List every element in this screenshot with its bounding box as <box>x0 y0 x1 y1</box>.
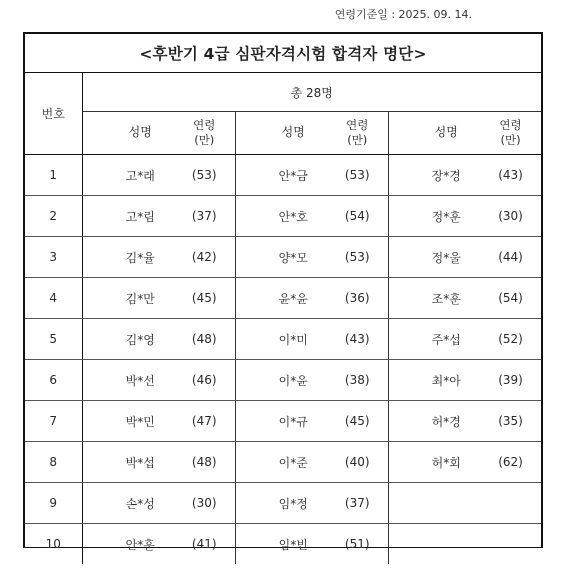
row-number: 5 <box>25 319 82 360</box>
passer-age: (52) <box>490 319 541 360</box>
passers-table <box>25 73 541 564</box>
passer-age: (45) <box>184 278 235 319</box>
table-row <box>25 401 541 442</box>
name-column-header: 성명 <box>388 112 490 155</box>
passer-name: 손*성 <box>82 483 184 524</box>
header-row-total <box>25 73 541 112</box>
passer-age: (54) <box>337 196 388 237</box>
passer-age: (37) <box>337 483 388 524</box>
passer-name: 김*영 <box>82 319 184 360</box>
row-number: 10 <box>25 524 82 565</box>
header-row-columns <box>25 112 541 155</box>
passer-age: (38) <box>337 360 388 401</box>
passer-age: (30) <box>490 196 541 237</box>
reference-date-note: 연령기준일 : 2025. 09. 14. <box>334 8 472 21</box>
passer-name: 박*섭 <box>82 442 184 483</box>
passer-name: 안*호 <box>235 196 337 237</box>
passer-name: 이*미 <box>235 319 337 360</box>
row-number: 7 <box>25 401 82 442</box>
passer-name: 허*경 <box>388 401 490 442</box>
row-number: 4 <box>25 278 82 319</box>
table-row <box>25 155 541 196</box>
passer-age: (48) <box>184 319 235 360</box>
passer-name: 이*윤 <box>235 360 337 401</box>
passer-name: 최*아 <box>388 360 490 401</box>
passer-name: 안*훈 <box>125 537 155 552</box>
passer-name: 고*림 <box>82 196 184 237</box>
passer-age: (47) <box>184 401 235 442</box>
table-row <box>25 278 541 319</box>
passer-name: 주*섭 <box>388 319 490 360</box>
passer-name <box>388 524 490 565</box>
passer-name <box>388 483 490 524</box>
passer-name: 안*금 <box>235 155 337 196</box>
number-column-header: 번호 <box>25 73 82 155</box>
passer-name: 박*선 <box>82 360 184 401</box>
passer-name: 박*민 <box>82 401 184 442</box>
passer-age <box>490 483 541 524</box>
row-number: 6 <box>25 360 82 401</box>
age-column-header: 연령 (만) <box>490 112 541 155</box>
passer-age: (62) <box>490 442 541 483</box>
table-row <box>25 442 541 483</box>
passer-name: 김*만 <box>82 278 184 319</box>
passer-age: (48) <box>184 442 235 483</box>
passer-age: (37) <box>184 196 235 237</box>
passer-name: 허*회 <box>388 442 490 483</box>
passer-name: 김*율 <box>82 237 184 278</box>
table-row <box>25 319 541 360</box>
row-number: 3 <box>25 237 82 278</box>
passer-age: (30) <box>184 483 235 524</box>
age-column-header: 연령 (만) <box>337 112 388 155</box>
passer-age: (39) <box>490 360 541 401</box>
passer-age <box>490 524 541 565</box>
passer-age: (43) <box>490 155 541 196</box>
passer-age: (53) <box>337 155 388 196</box>
passer-name: 조*훈 <box>388 278 490 319</box>
name-column-header: 성명 <box>235 112 337 155</box>
passer-age: (43) <box>337 319 388 360</box>
passer-name: 이*규 <box>235 401 337 442</box>
passer-age: (46) <box>184 360 235 401</box>
total-count: 총 28명 <box>82 73 541 112</box>
table-row <box>25 237 541 278</box>
table-row <box>25 360 541 401</box>
passer-name: 윤*윤 <box>235 278 337 319</box>
passer-age: (54) <box>490 278 541 319</box>
passer-age: (44) <box>490 237 541 278</box>
passer-age: (36) <box>337 278 388 319</box>
passer-name: 임*정 <box>235 483 337 524</box>
passer-age: (45) <box>337 401 388 442</box>
list-title: <후반기 4급 심판자격시험 합격자 명단> <box>25 34 541 73</box>
passer-name: 장*경 <box>388 155 490 196</box>
passer-name: 고*래 <box>82 155 184 196</box>
row-number: 2 <box>25 196 82 237</box>
table-row <box>25 196 541 237</box>
passer-age: (53) <box>184 155 235 196</box>
passer-age: (35) <box>490 401 541 442</box>
passer-age: (40) <box>337 442 388 483</box>
table-row <box>25 483 541 524</box>
table-row <box>25 524 541 565</box>
passers-list-table <box>23 32 543 552</box>
row-number: 9 <box>25 483 82 524</box>
passer-age: (41) <box>184 524 235 565</box>
passer-name: 정*훈 <box>388 196 490 237</box>
row-number: 8 <box>25 442 82 483</box>
table-body <box>25 155 541 565</box>
passer-name: 임*빈 <box>278 537 308 552</box>
passer-age: (42) <box>184 237 235 278</box>
passer-name: 이*준 <box>235 442 337 483</box>
name-column-header: 성명 <box>82 112 184 155</box>
age-column-header: 연령 (만) <box>184 112 235 155</box>
passer-age: (51) <box>337 524 388 565</box>
passer-name: 정*울 <box>388 237 490 278</box>
passer-age: (53) <box>337 237 388 278</box>
passer-name: 양*모 <box>235 237 337 278</box>
row-number: 1 <box>25 155 82 196</box>
